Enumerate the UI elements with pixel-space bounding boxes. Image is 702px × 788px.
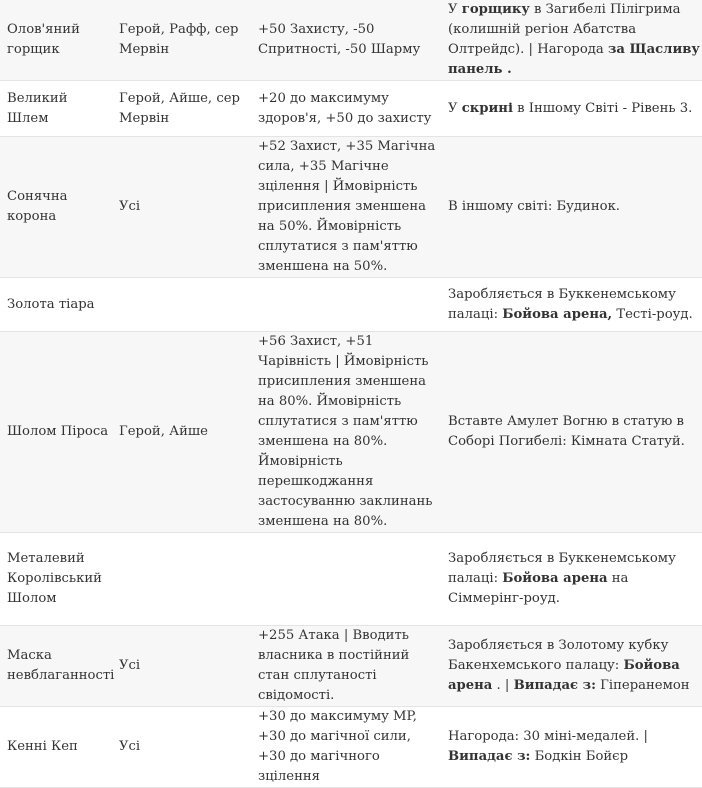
location-text: Вставте Амулет Вогню в статую в Соборі Погибелі: Кімната Статуй. <box>448 414 685 449</box>
table-row <box>0 137 702 278</box>
location-text: на Сіммерінг-роуд. <box>448 571 629 606</box>
item-effect: +30 до максимуму MP, +30 до магічної сили, +30 до магічного зцілення <box>258 709 417 784</box>
location-text: У <box>448 100 462 116</box>
location-text: Заробляється в Буккенемському палаці: <box>448 551 676 586</box>
location-text: Гіперанемон <box>595 678 690 693</box>
item-name: Маска невблаганності <box>7 648 115 683</box>
location-text: в Іншому Світі - Рівень 3. <box>512 100 693 116</box>
item-users: Герой, Рафф, сер Мервін <box>119 22 239 57</box>
item-name: Металевий Королівський Шолом <box>7 551 102 606</box>
item-users: Усі <box>119 199 141 214</box>
location-text: . | <box>492 678 514 693</box>
location-text: Тесті-роуд. <box>612 306 693 322</box>
location-text: Заробляється в Золотому кубку Бакенхемського палацу: <box>448 638 669 673</box>
table-row <box>0 0 702 81</box>
item-effect: +56 Захист, +51 Чарівність | Ймовірність присипления зменшена на 80%. Ймовірність сплутатися з пам'яттю зменшена на 80%. Ймовірність перешкоджання застосуванню заклинань зменшена на 80%. <box>258 334 433 529</box>
table-row <box>0 707 702 788</box>
table-row <box>0 81 702 137</box>
item-location <box>441 278 702 332</box>
location-text: В іншому світі: Будинок. <box>448 199 620 214</box>
item-location <box>441 707 702 788</box>
item-users: Усі <box>119 658 141 673</box>
item-effect: +50 Захисту, -50 Спритності, -50 Шарму <box>258 22 421 57</box>
location-highlight: горщику <box>461 2 530 17</box>
item-name: Олов'яний горщик <box>7 22 80 57</box>
item-name: Кенні Кеп <box>7 739 78 754</box>
item-effect <box>251 533 441 626</box>
table-row <box>0 278 702 332</box>
item-users: Герой, Айше <box>119 424 208 439</box>
location-text: Нагорода: 30 міні-медалей. | <box>448 729 648 744</box>
location-highlight: Випадає з: <box>448 749 531 764</box>
item-users: Усі <box>119 739 141 754</box>
table-row <box>0 332 702 533</box>
table-row <box>0 626 702 707</box>
item-location <box>441 81 702 137</box>
item-name: Золота тіара <box>7 296 95 312</box>
item-location <box>441 626 702 707</box>
item-location <box>441 533 702 626</box>
item-name: Великий Шлем <box>7 90 68 126</box>
item-effect <box>251 278 441 332</box>
location-highlight: за Щасливу панель . <box>448 42 700 77</box>
location-text: Бодкін Бойєр <box>530 749 629 764</box>
item-users: Герой, Айше, сер Мервін <box>119 90 240 126</box>
item-effect: +52 Захист, +35 Магічна сила, +35 Магічне зцілення | Ймовірність присипления зменшена на 50%. Ймовірність сплутатися з пам'яттю зменшена на 50%. <box>258 139 436 274</box>
item-location <box>441 332 702 533</box>
table-row <box>0 533 702 626</box>
location-highlight: Бойова арена, <box>502 306 613 322</box>
item-users <box>112 278 251 332</box>
location-highlight: Випадає з: <box>513 678 596 693</box>
item-effect: +255 Атака | Вводить власника в постійний стан сплутаності свідомості. <box>258 628 410 703</box>
item-users <box>112 533 251 626</box>
item-name: Сонячна корона <box>7 189 68 224</box>
location-text: в Загибелі Пілігрима (колишній регіон Абатства Олтрейдс). | Нагорода <box>448 2 681 57</box>
item-effect: +20 до максимуму здоров'я, +50 до захисту <box>258 90 432 126</box>
item-name: Шолом Піроса <box>7 424 109 439</box>
location-highlight: Бойова арена <box>502 571 608 586</box>
location-text: У <box>448 2 462 17</box>
item-location <box>441 137 702 278</box>
location-highlight: скрині <box>461 100 513 116</box>
location-highlight: Бойова арена <box>448 658 680 693</box>
location-text: Заробляється в Буккенемському палаці: <box>448 286 676 322</box>
item-location <box>441 0 702 81</box>
